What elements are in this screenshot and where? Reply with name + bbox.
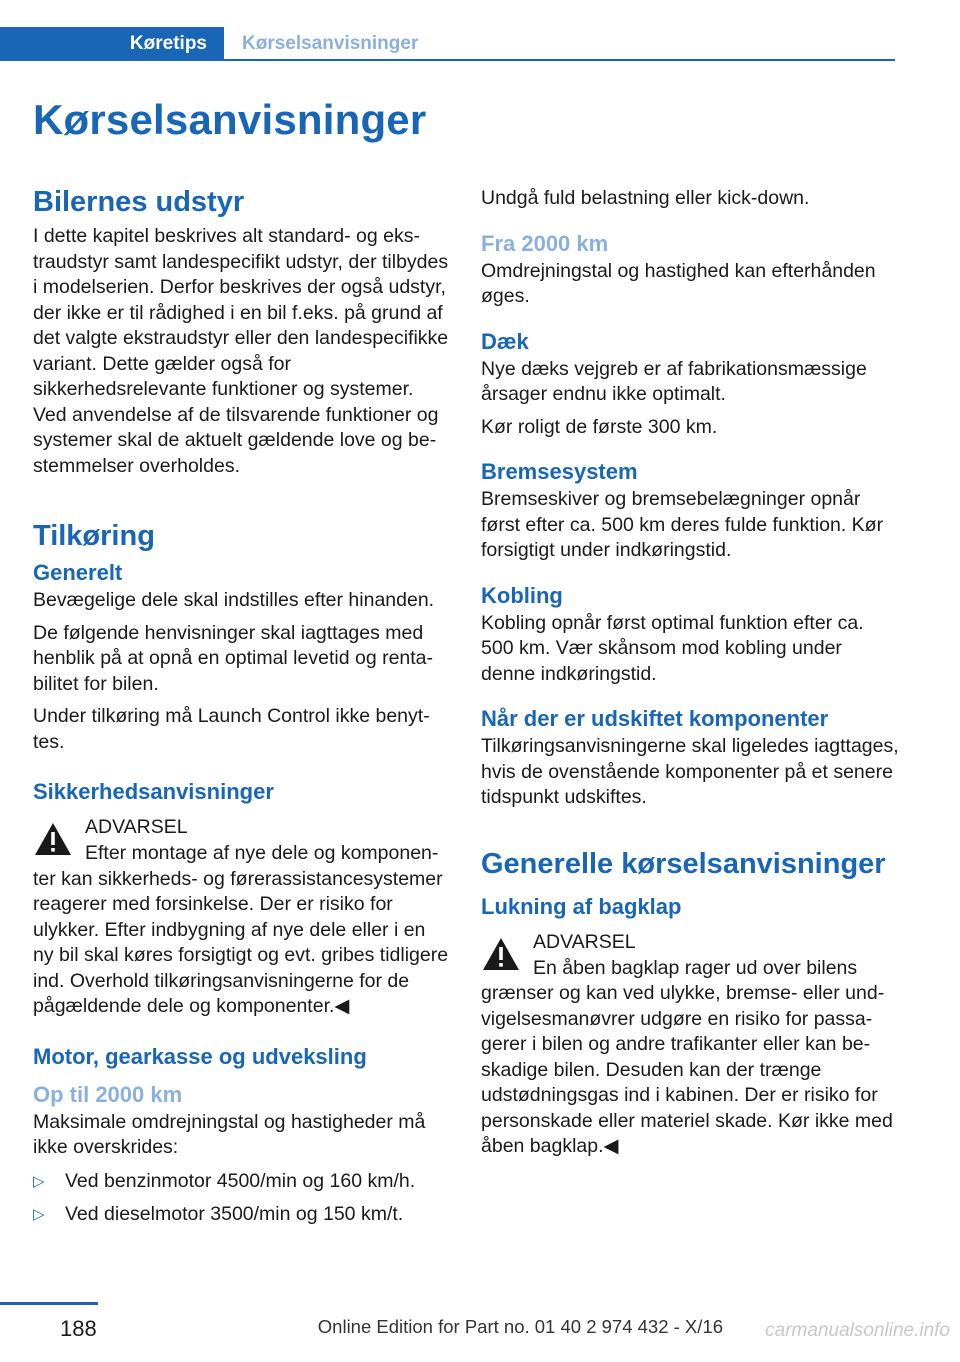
heading-daek: Dæk	[481, 328, 529, 354]
section-tab-active[interactable]: Køretips	[0, 27, 224, 61]
section-tab-current-topic[interactable]: Kørselsanvisninger	[242, 33, 419, 54]
warning-title: ADVARSEL	[85, 816, 188, 838]
speed-limit-list	[33, 1169, 451, 1228]
paragraph-kobling: Kobling opnår først optimal funktion efter ca. 500 km. Vær skånsom mod kobling under denne indkøringstid.	[481, 611, 864, 685]
paragraph-fra-2000-km: Omdrejningstal og hastighed kan efterhånden øges.	[481, 259, 876, 307]
paragraph-daek-1: Nye dæks vejgreb er af fabrikationsmæssige årsager endnu ikke optimalt.	[481, 357, 867, 405]
page-title: Kørselsanvisninger	[33, 96, 427, 143]
warning-title: ADVARSEL	[533, 930, 636, 953]
paragraph-generelt-3: Under tilkøring må Launch Control ikke benyttes.	[33, 705, 430, 753]
list-item: ▷ Ved dieselmotor 3500/min og 150 km/t.	[33, 1202, 451, 1228]
heading-lukning-af-bagklap: Lukning af bagklap	[481, 893, 682, 919]
heading-fra-2000-km: Fra 2000 km	[481, 230, 609, 256]
page-header	[0, 27, 895, 61]
paragraph-op-til-2000-km: Maksimale omdrejningstal og hastigheder må ikke overskrides:	[33, 1110, 426, 1158]
heading-kobling: Kobling	[481, 582, 563, 608]
header-rule	[224, 59, 895, 61]
heading-op-til-2000-km: Op til 2000 km	[33, 1081, 183, 1107]
paragraph-bilernes-udstyr: I dette kapitel beskrives alt standard- og ekstraudstyr samt landespecifikt udstyr, der tilbydes i modelserien. Derfor beskrives der også udstyr, der ikke er til rådighed i en bil f.eks. på grund af det valgte ekstraudstyr eller den landespecifikke variant. Dette gælder også for sikkerhedsrelevante funktioner og systemer. Ved anvendelse af de tilsvarende funktioner og systemer skal de aktuelt gældende love og bestemmelser overholdes.	[33, 225, 449, 477]
paragraph-generelt-1: Bevægelige dele skal indstilles efter hinanden.	[33, 589, 435, 611]
paragraph-daek-2: Kør roligt de første 300 km.	[481, 415, 718, 438]
page-number: 188	[60, 1316, 97, 1341]
warning-triangle-icon	[481, 936, 521, 972]
heading-generelt: Generelt	[33, 560, 123, 585]
heading-sikkerhedsanvisninger: Sikkerhedsanvisninger	[33, 779, 274, 804]
paragraph-generelt-2: De følgende henvisninger skal iagttages med henblik på at opnå en optimal levetid og rentabilitet for bilen.	[33, 621, 434, 695]
left-column	[33, 182, 451, 1236]
footer-rule	[0, 1302, 98, 1305]
watermark: carmanualsonline.info	[765, 1320, 950, 1341]
heading-tilkoring: Tilkøring	[33, 520, 155, 552]
warning-text: Efter montage af nye dele og komponenter kan sikkerheds- og førerassistancesystemer reagerer med forsinkelse. Der er risiko for ulykker. Efter indbygning af nye dele eller i en ny bil skal køres forsigtigt og evt. gribes tidligere ind. Overhold tilkøringsanvisningerne for de pågældende dele og komponenter.◀	[33, 842, 449, 1017]
footer-edition-text: Online Edition for Part no. 01 40 2 974 432 - X/16	[317, 1316, 723, 1337]
paragraph-udskiftet-komponenter: Tilkøringsanvisningerne skal ligeledes iagttages, hvis de ovenstående komponenter på et senere tidspunkt udskiftes.	[481, 735, 899, 808]
warning-triangle-icon	[33, 821, 73, 857]
heading-generelle-korselsanvisninger: Generelle kørselsanvisninger	[481, 847, 886, 880]
list-item: ▷ Ved benzinmotor 4500/min og 160 km/h.	[33, 1169, 451, 1195]
paragraph-intro: Undgå fuld belastning eller kick-down.	[481, 187, 810, 209]
warning-box-tilkoring	[33, 813, 451, 1020]
heading-udskiftet-komponenter: Når der er udskiftet komponenter	[481, 706, 829, 731]
paragraph-bremsesystem: Bremseskiver og bremsebelægninger opnår først efter ca. 500 km deres fulde funktion. Kør forsigtigt under indkøringstid.	[481, 488, 884, 561]
warning-box-bagklap	[481, 928, 899, 1160]
warning-text: En åben bagklap rager ud over bilens grænser og kan ved ulykke, bremse- eller undvigelsesmanøvrer udgøre en risiko for passagerer i bilen og andre trafikanter eller kan beskadige bilen. Desuden kan der trænge udstødningsgas ind i kabinen. Der er risiko for personskade eller materiel skade. Kør ikke med åben bagklap.◀	[481, 956, 893, 1157]
heading-bilernes-udstyr: Bilernes udstyr	[33, 186, 245, 218]
heading-motor-gearkasse: Motor, gearkasse og udveksling	[33, 1043, 367, 1069]
heading-bremsesystem: Bremsesystem	[481, 459, 638, 484]
right-column	[481, 182, 899, 1167]
